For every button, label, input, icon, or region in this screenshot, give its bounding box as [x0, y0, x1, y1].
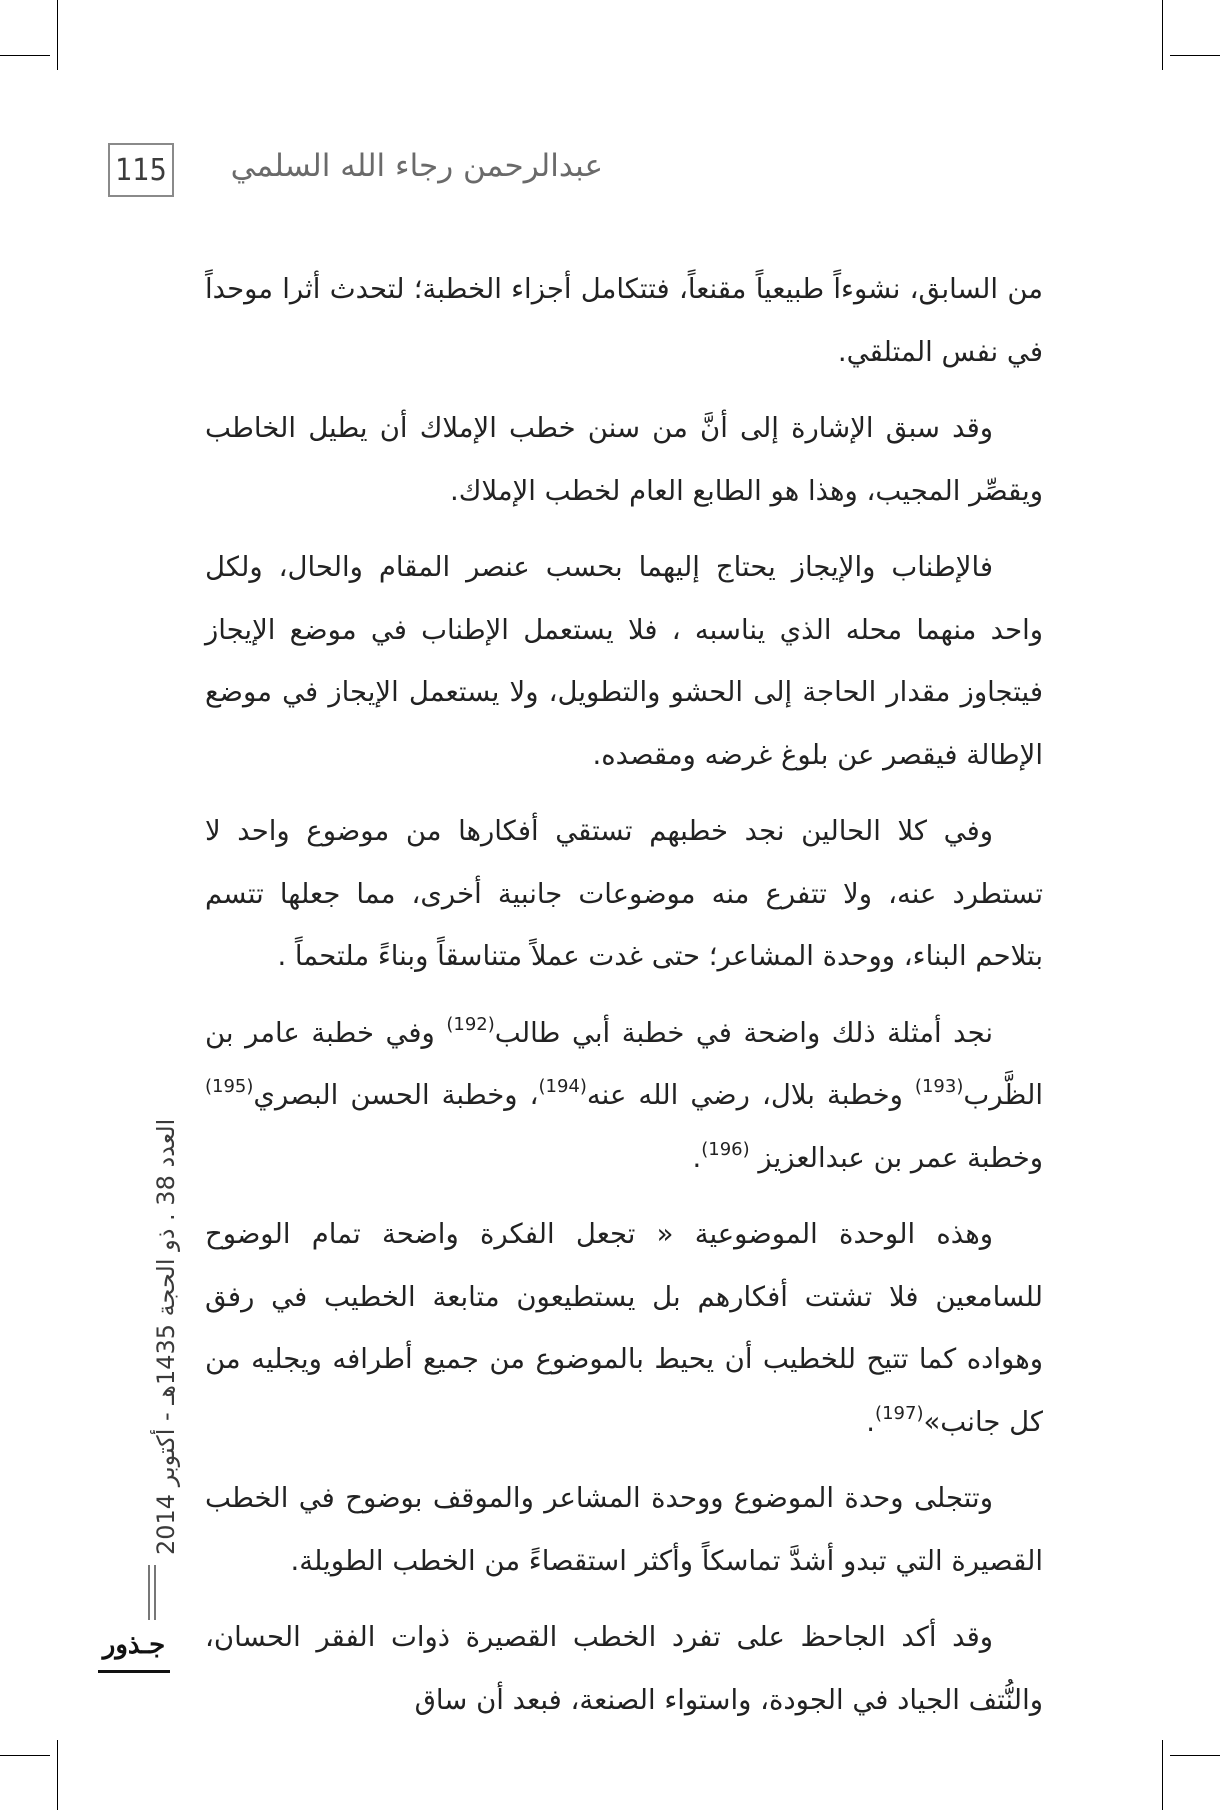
- journal-logo: جـذور: [98, 1630, 170, 1673]
- footnote-ref[interactable]: (195): [205, 1076, 254, 1097]
- crop-mark: [1162, 0, 1163, 70]
- footnote-ref[interactable]: (196): [701, 1138, 750, 1160]
- text-run: وفي خطبة عامر بن الظَّرب: [205, 1016, 1043, 1111]
- paragraph: من السابق، نشوءاً طبيعياً مقنعاً، فتتكامل أجزاء الخطبة؛ لتحدث أثرا موحداً في نفس المتلقي.: [205, 273, 1043, 368]
- paragraph: [205, 1203, 1043, 1453]
- text-run: نجد أمثلة ذلك واضحة في خطبة أبي طالب: [494, 1016, 993, 1049]
- text-run: ، وخطبة الحسن البصري: [253, 1079, 539, 1111]
- crop-mark: [57, 1740, 58, 1810]
- journal-issue-line: العدد 38 . ذو الحجة 1435هـ - أكتوبر 2014: [152, 1118, 180, 1555]
- paragraph: فالإطناب والإيجاز يحتاج إليهما بحسب عنصر المقام والحال، ولكل واحد منهما محله الذي يناسبه ، فلا يستعمل الإطناب في موضع الإيجاز فيتجاوز مقدار الحاجة إلى الحشو والتطويل، ولا يستعمل الإيجاز في موضع الإطالة فيقصر عن بلوغ غرضه ومقصده.: [205, 551, 1043, 771]
- text-run: وهذه الوحدة الموضوعية « تجعل الفكرة واضحة تمام الوضوح للسامعين فلا تشتت أفكارهم بل يستطيعون متابعة الخطيب في رفق وهواده كما تتيح للخطيب أن يحيط بالموضوع من جميع أطرافه ويجليه من كل جانب»: [205, 1218, 1043, 1438]
- footnote-ref[interactable]: (193): [914, 1076, 964, 1097]
- footnote-ref[interactable]: (194): [538, 1076, 587, 1097]
- text-run: وخطبة عمر بن عبدالعزيز: [749, 1141, 1043, 1174]
- paragraph: وقد أكد الجاحظ على تفرد الخطب القصيرة ذوات الفقر الحسان، والنُّتف الجياد في الجودة، واستواء الصنعة، فبعد أن ساق: [205, 1621, 1043, 1716]
- paragraph: وقد سبق الإشارة إلى أنَّ من سنن خطب الإملاك أن يطيل الخاطب ويقصِّر المجيب، وهذا هو الطابع العام لخطب الإملاك.: [205, 412, 1043, 507]
- paragraph: وتتجلى وحدة الموضوع ووحدة المشاعر والموقف بوضوح في الخطب القصيرة التي تبدو أشدَّ تماسكاً وأكثر استقصاءً من الخطب الطويلة.: [205, 1482, 1043, 1577]
- crop-mark: [0, 1755, 50, 1756]
- crop-mark: [0, 55, 50, 56]
- crop-mark: [57, 0, 58, 70]
- body-text: [205, 258, 1043, 1745]
- divider: [154, 1565, 156, 1620]
- paragraph: وفي كلا الحالين نجد خطبهم تستقي أفكارها من موضوع واحد لا تستطرد عنه، ولا تتفرع منه موضوعات جانبية أخرى، مما جعلها تتسم بتلاحم البناء، ووحدة المشاعر؛ حتى غدت عملاً متناسقاً وبناءً ملتحماً .: [205, 815, 1043, 972]
- footnote-ref[interactable]: (192): [446, 1013, 495, 1035]
- crop-mark: [1170, 1755, 1220, 1756]
- text-run: .: [866, 1405, 876, 1438]
- paragraph: [205, 1002, 1043, 1190]
- divider: [148, 1565, 150, 1620]
- running-header-author: عبدالرحمن رجاء الله السلمي: [230, 148, 603, 184]
- crop-mark: [1162, 1740, 1163, 1810]
- page-number: 115: [108, 143, 174, 197]
- crop-mark: [1170, 55, 1220, 56]
- footnote-ref[interactable]: (197): [875, 1402, 924, 1424]
- text-run: .: [692, 1141, 702, 1174]
- text-run: وخطبة بلال، رضي الله عنه: [586, 1079, 915, 1111]
